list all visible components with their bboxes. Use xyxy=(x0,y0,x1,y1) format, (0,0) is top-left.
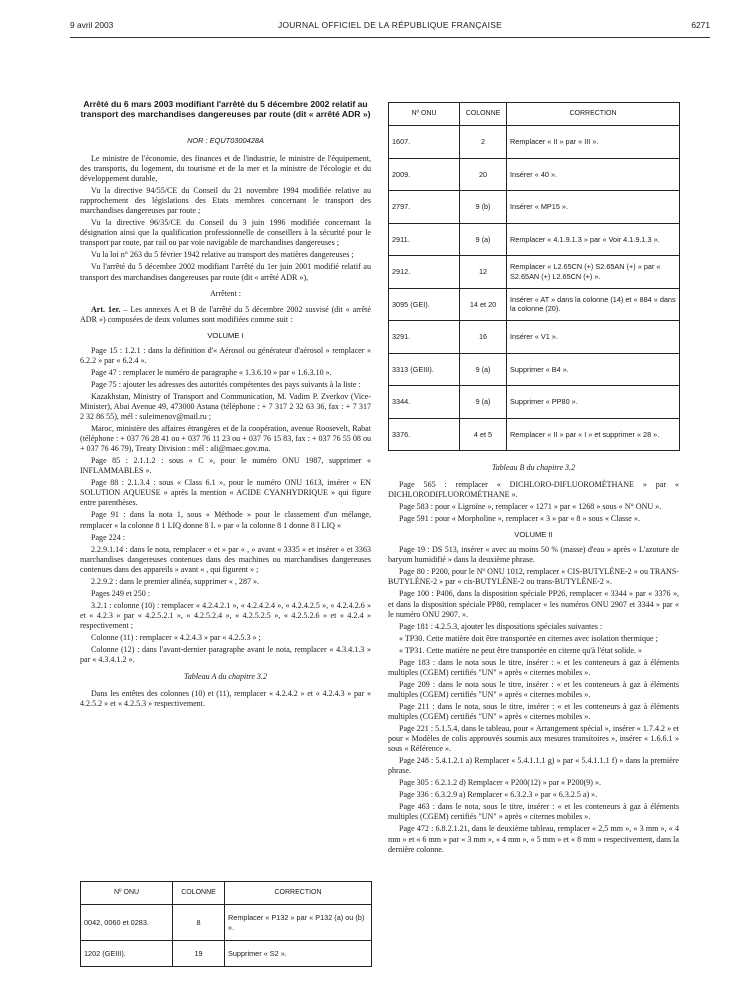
table-row xyxy=(389,191,680,224)
table-row xyxy=(389,321,680,354)
right-column xyxy=(388,456,679,857)
table-header-row xyxy=(81,882,372,905)
nor-reference xyxy=(80,136,371,145)
preamble-para: Vu l'arrêté du 5 décembre 2002 modifiant l'arrêté du 1er juin 2001 modifié relatif au transport des marchandises dangereuses par route (dit « arrêté ADR »), xyxy=(80,262,371,282)
volume-1-para: Colonne (11) : remplacer « 4.2.4.3 » par « 4.2.5.3 » ; xyxy=(91,632,261,642)
table-cell: Remplacer « II » par « I » et supprimer « 28 ». xyxy=(507,418,680,451)
volume-2-para: Page 209 : dans le nota sous le titre, insérer : « et les conteneurs à gaz à éléments multiples (CGEM) certifiés "UN" » après « citernes mobiles ». xyxy=(388,679,679,699)
volume-2-para: Page 181 : 4.2.5.3, ajouter les dispositions spéciales suivantes : xyxy=(399,621,603,631)
table-cell: 9 (a) xyxy=(460,386,507,419)
table-row xyxy=(389,256,680,289)
table-cell: 3313 (GEIII). xyxy=(389,353,460,386)
table-cell: Insérer « 40 ». xyxy=(507,158,680,191)
volume-2-para: Page 336 : 6.3.2.9 a) Remplacer « 6.3.2.3 » par « 6.3.2.5 a) ». xyxy=(399,790,598,800)
table-a xyxy=(80,881,372,967)
page-header xyxy=(70,20,710,34)
volume-1-para: Page 47 : remplacer le numéro de paragraphe « 1.3.6.10 » par « 1.6.3.10 ». xyxy=(91,367,332,377)
volume-1-para: 2.2.9.1.14 : dans le nota, remplacer « et » par « , » avant « 3335 » et insérer « et 3363 marchandises dangereuses contenues dans des machines ou marchandises dangereuses contenues dans des appareils » avant « , qui figurent » ; xyxy=(80,544,371,574)
header-journal-title: JOURNAL OFFICIEL DE LA RÉPUBLIQUE FRANÇAISE xyxy=(277,20,503,30)
table-cell: 3344. xyxy=(389,386,460,419)
table-cell: Insérer « MP15 ». xyxy=(507,191,680,224)
volume-2-para: Page 183 : dans le nota sous le titre, insérer : « et les conteneurs à gaz à éléments multiples (CGEM) certifiés "UN" » après « citernes mobiles ». xyxy=(388,657,679,677)
table-cell: 8 xyxy=(173,905,225,941)
table-row xyxy=(389,418,680,451)
preamble-para: Le ministre de l'économie, des finances et de l'industrie, le ministre de l'équipement, des transports, du logement, du tourisme et de la mer et la ministre de l'écologie et du développement durable, xyxy=(80,154,371,184)
volume-1-para: Page 88 : 2.1.3.4 : sous « Class 6.1 », pour le numéro ONU 1613, insérer « EN SOLUTION AQUEUSE » après la mention « ACIDE CYANHYDRIQUE » qui figure entre parenthèses. xyxy=(80,478,371,508)
volume-2-para: Page 472 : 6.8.2.1.21, dans le deuxième tableau, remplacer « 2,5 mm », « 3 mm », « 4 mm » et « 6 mm » par « 3 mm », « 4 mm », « 5 mm » et « 8 mm » respectivement, dans la dernière colonne. xyxy=(388,824,679,854)
volume-2-para: Page 100 : P406, dans la disposition spéciale PP26, remplacer « 3344 » par « 3376 », et dans la disposition spéciale PP80, remplacer « les numéros ONU 2907 et 3344 » par « le numéro ONU 2907. ». xyxy=(388,589,679,619)
preamble-para: Vu la loi n° 263 du 5 février 1942 relative au transport des matières dangereuses ; xyxy=(91,250,354,260)
table-cell: 20 xyxy=(460,158,507,191)
table-cell: 12 xyxy=(460,256,507,289)
table-cell: Supprimer « PP80 ». xyxy=(507,386,680,419)
table-cell: Supprimer « B4 ». xyxy=(507,353,680,386)
table-cell: 19 xyxy=(173,941,225,967)
table-header-cell: Nº ONU xyxy=(389,103,460,126)
table-cell: 9 (a) xyxy=(460,223,507,256)
volume-1-para: Maroc, ministère des affaires étrangères et de la coopération, avenue Roosevelt, Rabat (téléphone : + 037 76 28 41 ou + 037 76 11 23 ou + 037 76 15 83, fax : + 037 76 55 08 ou + 037 76 46 79), Treaty Division : mél : ali@maec.gov.ma. xyxy=(80,424,371,454)
volume-1-para: Kazakhstan, Ministry of Transport and Communication, M. Vadim P. Zverkov (Vice-Minister), Abai Avenue 49, 473000 Astana (téléphone : + 7 317 2 32 63 36, fax : + 7 317 2 32 86 55), mél : suleimenov@mail.ru ; xyxy=(80,391,371,422)
table-row xyxy=(389,223,680,256)
table-a-intro: Dans les entêtes des colonnes (10) et (11), remplacer « 4.2.4.2 » et « 4.2.4.3 » par « 4.2.5.2 » et « 4.2.5.3 » respectivement. xyxy=(80,689,371,709)
table-header-cell: Nº ONU xyxy=(81,882,173,905)
table-cell: 3291. xyxy=(389,321,460,354)
table-row xyxy=(81,941,372,967)
header-date: 9 avril 2003 xyxy=(70,20,114,30)
table-row xyxy=(389,158,680,191)
volume-1-para: Page 15 : 1.2.1 : dans la définition d'« Aérosol ou générateur d'aérosol » remplacer « 6.2.2 » par « 6.2.4 ». xyxy=(80,345,371,365)
article-1-text: – Les annexes A et B de l'arrêté du 5 décembre 2002 susvisé (dit « arrêté ADR ») composées de deux volumes sont modifiées comme suit : xyxy=(80,304,371,324)
table-b-para: Page 591 : pour « Morpholine », remplacer « 3 » par « 8 » sous « Classe ». xyxy=(399,514,640,524)
table-cell: 9 (b) xyxy=(460,191,507,224)
table-header-row xyxy=(389,103,680,126)
table-cell: Supprimer « S2 ». xyxy=(225,941,372,967)
table-cell: 2 xyxy=(460,126,507,159)
volume-1-para: Colonne (12) : dans l'avant-dernier paragraphe avant le nota, remplacer « 4.3.4.1.3 » par « 4.3.4.1.2 ». xyxy=(80,645,371,665)
table-row xyxy=(389,126,680,159)
volume-2-para: Page 80 : P200, pour le Nº ONU 1012, remplacer « CIS-BUTYLÈNE-2 » ou TRANS-BUTYLÈNE-2 » par « cis-BUTYLÈNE-2 ou trans-BUTYLÈNE-2 ». xyxy=(388,567,679,587)
table-cell: 14 et 20 xyxy=(460,288,507,321)
volume-1-para: Page 75 : ajouter les adresses des autorités compétentes des pays suivants à la liste : xyxy=(91,379,361,389)
table-a-continued xyxy=(388,102,680,451)
preamble-para: Vu la directive 94/55/CE du Conseil du 21 novembre 1994 modifiée relative au rapprochement des législations des Etats membres concernant le transport des marchandises dangereuses par route ; xyxy=(80,186,371,216)
table-cell: Remplacer « P132 » par « P132 (a) ou (b) ». xyxy=(225,905,372,941)
table-b-para: Page 565 : remplacer « DICHLORO-DIFLUOROMÉTHANE » par « DICHLORODIFLUOROMÉTHANE ». xyxy=(388,480,679,500)
volume-1-heading: VOLUME I xyxy=(207,330,244,340)
table-row xyxy=(389,386,680,419)
table-cell: 2009. xyxy=(389,158,460,191)
volume-1-para: 3.2.1 : colonne (10) : remplacer « 4.2.4.2.1 », « 4.2.4.2.4 », « 4.2.4.2.5 », « 4.2.4.2.6 » et « 4.2.3 » par « 4.2.5.2.1 », « 4.2.5.2.4 », « 4.2.5.2.5 », « 4.2.5.2.6 » et « 4.2.4 » respectivement ; xyxy=(80,600,371,630)
table-cell: 3376. xyxy=(389,418,460,451)
volume-1-para: Pages 249 et 250 : xyxy=(91,588,151,598)
volume-2-para: Page 211 : dans le nota, sous le titre, insérer : « et les conteneurs à gaz à éléments multiples (CGEM) certifiés "UN" » après « citernes mobiles ». xyxy=(388,701,679,721)
table-cell: 2797. xyxy=(389,191,460,224)
table-a-caption: Tableau A du chapitre 3.2 xyxy=(184,672,267,682)
volume-2-para: Page 305 : 6.2.1.2 d) Remplacer « P200(12) » par « P200(9) ». xyxy=(399,778,602,788)
table-cell: Insérer « AT » dans la colonne (14) et « 884 » dans la colonne (20). xyxy=(507,288,680,321)
volume-2-para: « TP31. Cette matière ne peut être transportée en citerne qu'à l'état solide. » xyxy=(399,645,642,655)
table-header-cell: COLONNE xyxy=(460,103,507,126)
header-rule xyxy=(70,37,710,38)
table-header-cell: CORRECTION xyxy=(225,882,372,905)
volume-1-para: Page 91 : dans la nota 1, sous « Méthode » pour le classement d'un mélange, remplacer « la colonne 8 1 LIQ donne 8 I. » par « la colonne 8 1 donne 8 I LIQ » xyxy=(80,510,371,530)
table-header-cell: CORRECTION xyxy=(507,103,680,126)
table-b-caption: Tableau B du chapitre 3.2 xyxy=(491,463,576,472)
volume-2-para: Page 221 : 5.1.5.4, dans le tableau, pour « Arrangement spécial », insérer « 1.7.4.2 » et pour « Modèles de colis approuvés soumis aux mesures transitoires », insérer « 1.6.6.1 » sous « Référence ». xyxy=(388,724,679,754)
arretent: Arrêtent : xyxy=(209,288,242,298)
table-cell: 4 et 5 xyxy=(460,418,507,451)
volume-1-para: Page 85 : 2.1.1.2 : sous « C », pour le numéro ONU 1987, supprimer « INFLAMMABLES ». xyxy=(80,456,371,476)
table-cell: Insérer « V1 ». xyxy=(507,321,680,354)
table-cell: Remplacer « II » par « III ». xyxy=(507,126,680,159)
table-cell: 16 xyxy=(460,321,507,354)
table-cell: 2911. xyxy=(389,223,460,256)
table-b-para: Page 583 : pour « Ligroïne », remplacer « 1271 » par « 1268 » sous « N° ONU ». xyxy=(399,502,662,512)
table-header-cell: COLONNE xyxy=(173,882,225,905)
table-cell: 1202 (GEIII). xyxy=(81,941,173,967)
table-row xyxy=(389,353,680,386)
left-column xyxy=(80,154,371,711)
table-cell: 3095 (GEI). xyxy=(389,288,460,321)
volume-2-para: « TP30. Cette matière doit être transportée en citernes avec isolation thermique ; xyxy=(399,633,658,643)
nor-code: NOR : EQUT0300428A xyxy=(187,136,264,145)
preamble-para: Vu la directive 96/35/CE du Conseil du 3 juin 1996 modifiée concernant la désignation ainsi que la qualification professionnelle de conseillers à la sécurité pour le transport par route, par rail ou par voie navigable de marchandises dangereuses ; xyxy=(80,218,371,248)
table-row xyxy=(81,905,372,941)
volume-2-para: Page 463 : dans le nota, sous le titre, insérer : « et les conteneurs à gaz à éléments multiples (CGEM) certifiés "UN" » après « citernes mobiles ». xyxy=(388,802,679,822)
volume-2-para: Page 248 : 5.4.1.2.1 a) Remplacer « 5.4.1.1.1 g) » par « 5.4.1.1.1 f) » dans la première phrase. xyxy=(388,756,679,776)
article-1 xyxy=(80,305,371,325)
table-cell: 0042, 0060 et 0283. xyxy=(81,905,173,941)
arrete-title: Arrêté du 6 mars 2003 modifiant l'arrêté du 5 décembre 2002 relatif au transport des marchandises dangereuses par route (dit « arrêté ADR ») xyxy=(80,99,371,120)
volume-2-para: Page 19 : DS 513, insérer « avec au moins 50 % (masse) d'eau » après « L'azoture de baryum humidifié » dans la deuxième phrase. xyxy=(388,545,679,565)
table-cell: 9 (a) xyxy=(460,353,507,386)
table-cell: 1607. xyxy=(389,126,460,159)
table-row xyxy=(389,288,680,321)
article-1-label: Art. 1er. xyxy=(91,304,121,314)
table-cell: Remplacer « 4.1.9.1.3 » par « Voir 4.1.9.1.3 ». xyxy=(507,223,680,256)
volume-1-para: Page 224 : xyxy=(91,532,125,542)
header-page-number: 6271 xyxy=(691,20,710,30)
volume-1-para: 2.2.9.2 : dans le premier alinéa, supprimer « , 287 ». xyxy=(91,576,260,586)
table-cell: Remplacer « L2.65CN (+) S2.65AN (+) » par « S2.65AN (+) L2.65CN (+) ». xyxy=(507,256,680,289)
volume-2-heading: VOLUME II xyxy=(514,530,553,540)
table-cell: 2912. xyxy=(389,256,460,289)
